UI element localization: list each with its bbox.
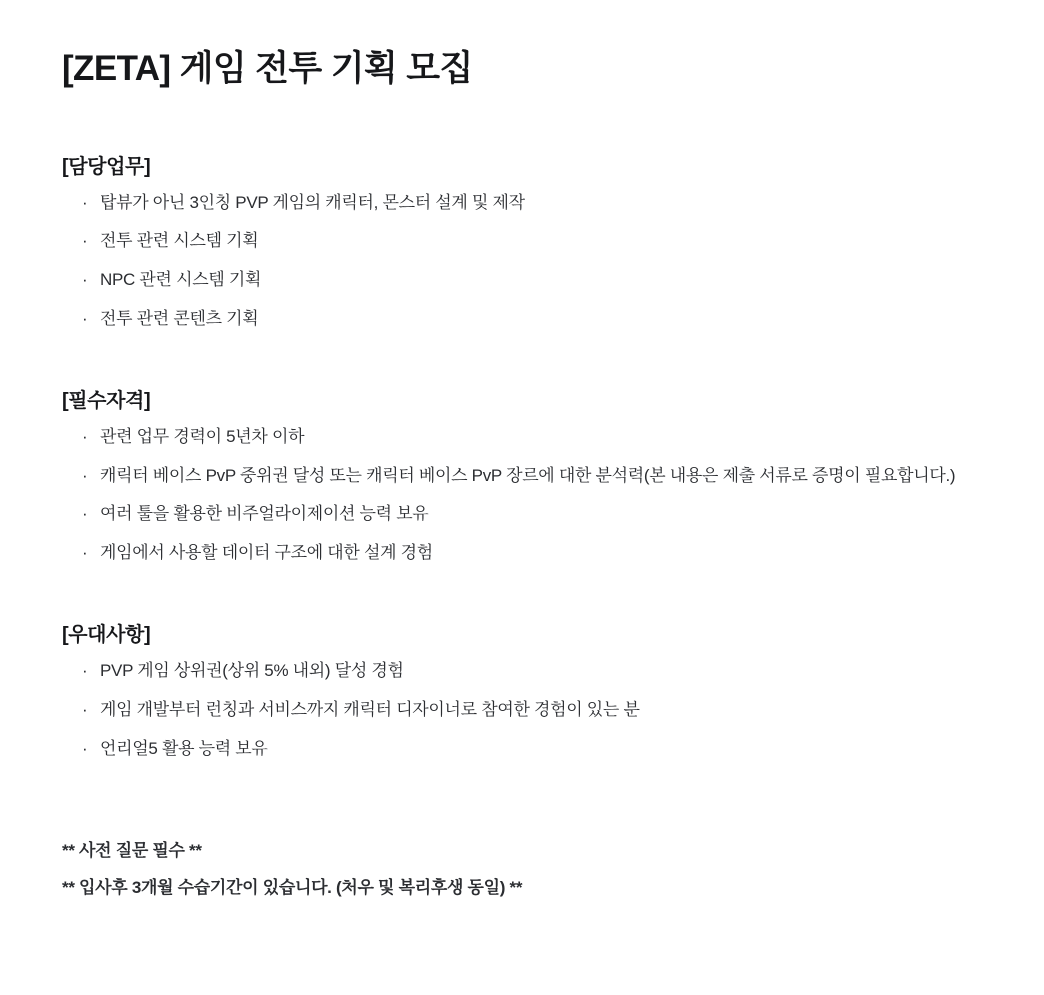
note-line: ** 입사후 3개월 수습기간이 있습니다. (처우 및 복리후생 동일) **: [62, 878, 523, 898]
section-heading-requirements: [필수자격]: [62, 389, 151, 412]
bullet-icon: ·: [82, 426, 88, 446]
list-item: [80, 190, 984, 216]
list-item: [80, 736, 984, 762]
bullet-icon: ·: [82, 543, 88, 563]
list-item: [80, 501, 984, 527]
bullet-icon: ·: [82, 308, 88, 328]
note-line: ** 사전 질문 필수 **: [62, 840, 202, 860]
list-item-text: 전투 관련 콘텐츠 기획: [100, 308, 259, 328]
section-duties: [62, 152, 984, 332]
list-item-text: 관련 업무 경력이 5년차 이하: [100, 426, 305, 446]
section-heading-duties: [담당업무]: [62, 155, 151, 178]
bullet-icon: ·: [82, 231, 88, 251]
list-item-text: 게임 개발부터 런칭과 서비스까지 캐릭터 디자이너로 참여한 경험이 있는 분: [100, 699, 640, 719]
notes-block: [62, 838, 984, 901]
page-title: [ZETA] 게임 전투 기획 모집: [62, 49, 473, 88]
section-heading-preferred: [우대사항]: [62, 624, 151, 647]
list-item-text: NPC 관련 시스템 기획: [100, 270, 262, 290]
list-item-text: 캐릭터 베이스 PvP 중위권 달성 또는 캐릭터 베이스 PvP 장르에 대한 분석력(본 내용은 제출 서류로 증명이 필요합니다.): [100, 465, 956, 485]
preferred-list: [62, 658, 984, 761]
list-item: [80, 424, 984, 450]
list-item: [80, 463, 984, 489]
bullet-icon: ·: [82, 738, 88, 758]
list-item: [80, 658, 984, 684]
bullet-icon: ·: [82, 661, 88, 681]
list-item-text: 언리얼5 활용 능력 보유: [100, 738, 268, 758]
list-item-text: 게임에서 사용할 데이터 구조에 대한 설계 경험: [100, 543, 433, 563]
list-item-text: 전투 관련 시스템 기획: [100, 231, 259, 251]
bullet-icon: ·: [82, 465, 88, 485]
section-requirements: [62, 386, 984, 566]
list-item-text: PVP 게임 상위권(상위 5% 내외) 달성 경험: [100, 661, 404, 681]
list-item: [80, 540, 984, 566]
list-item: [80, 267, 984, 293]
list-item-text: 탑뷰가 아닌 3인칭 PVP 게임의 캐릭터, 몬스터 설계 및 제작: [100, 192, 525, 212]
list-item: [80, 697, 984, 723]
list-item: [80, 306, 984, 332]
bullet-icon: ·: [82, 192, 88, 212]
bullet-icon: ·: [82, 699, 88, 719]
section-preferred: [62, 620, 984, 761]
requirements-list: [62, 424, 984, 566]
bullet-icon: ·: [82, 504, 88, 524]
bullet-icon: ·: [82, 270, 88, 290]
list-item-text: 여러 툴을 활용한 비주얼라이제이션 능력 보유: [100, 504, 429, 524]
duties-list: [62, 190, 984, 332]
list-item: [80, 228, 984, 254]
